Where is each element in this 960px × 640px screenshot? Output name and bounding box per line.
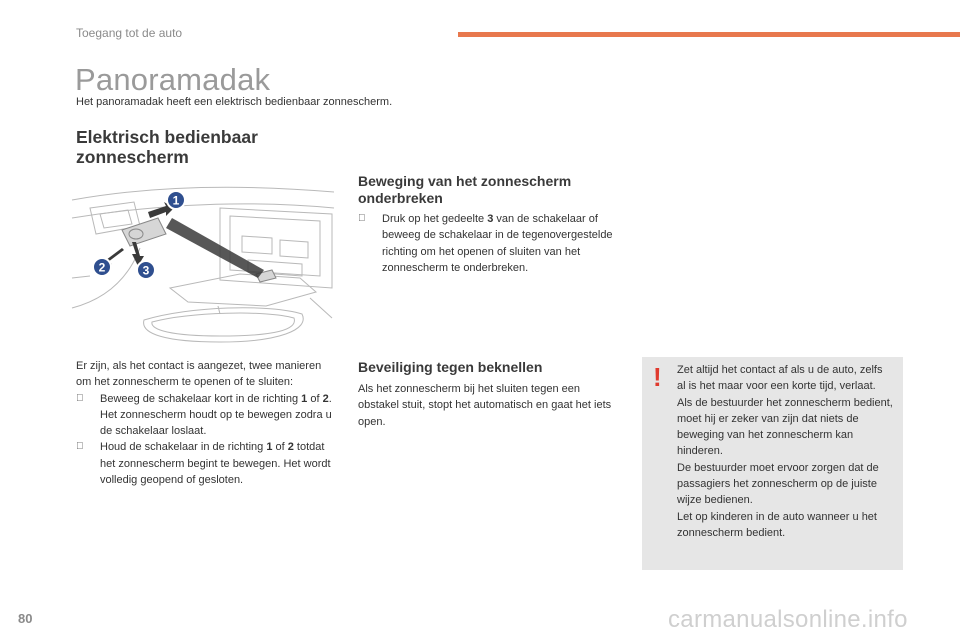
checkbox-bullet-icon [76, 391, 84, 407]
page-number: 80 [18, 611, 33, 626]
svg-text:2: 2 [98, 260, 106, 275]
list-item: Houd de schakelaar in de richting 1 of 2 totdat het zonnescherm begint te bewegen. Het wordt volledig geopend of gesloten. [76, 439, 338, 488]
watermark: carmanualsonline.info [668, 606, 908, 633]
section-title-electric-blind: Elektrisch bedienbaar zonnescherm [76, 127, 258, 167]
warning-line: Zet altijd het contact af als u de auto, zelfs al is het maar voor een korte tijd, verlaat. [677, 364, 883, 393]
warning-icon: ! [653, 362, 662, 392]
callout-1-icon [167, 191, 185, 209]
warning-line: Let op kinderen in de auto wanneer u het zonnescherm bedient. [677, 510, 877, 539]
section-title-interrupt: Beweging van het zonnescherm onderbreken [358, 173, 572, 206]
section-title-anti-pinch: Beveiliging tegen beknellen [358, 359, 543, 375]
page-title: Panoramadak [75, 62, 271, 97]
checkbox-bullet-icon [358, 211, 366, 227]
warning-text [677, 362, 893, 541]
anti-pinch-body [358, 381, 612, 430]
main-paragraph: Er zijn, als het contact is aangezet, twee manieren om het zonnescherm te openen of te sluiten: [76, 360, 322, 389]
section-label: Toegang tot de auto [76, 26, 183, 40]
main-body [76, 358, 338, 488]
list-item: Druk op het gedeelte 3 van de schakelaar of beweeg de schakelaar in de tegenovergestelde richting om het openen of sluiten van het zonnescherm te onderbreken. [358, 211, 614, 276]
svg-text:3: 3 [142, 263, 150, 278]
header-accent-rule [458, 32, 960, 37]
callout-2-icon [93, 258, 111, 276]
warning-line: Als de bestuurder het zonnescherm bedient, moet hij er zeker van zijn dat niets de beweging van het zonnescherm kan hinderen. [677, 396, 893, 458]
callout-3-icon [137, 261, 155, 279]
checkbox-bullet-icon [76, 439, 84, 455]
intro-text: Het panoramadak heeft een elektrisch bedienbaar zonnescherm. [76, 96, 393, 108]
roof-switch-illustration [70, 178, 338, 346]
warning-line: De bestuurder moet ervoor zorgen dat de passagiers het zonnescherm op de juiste wijze bedienen. [677, 461, 879, 507]
list-item: Beweeg de schakelaar kort in de richting 1 of 2. Het zonnescherm houdt op te bewegen zodra u de schakelaar loslaat. [76, 391, 338, 440]
svg-text:1: 1 [172, 193, 180, 208]
interrupt-body [358, 211, 614, 276]
anti-pinch-paragraph: Als het zonnescherm bij het sluiten tegen een obstakel stuit, stopt het automatisch en gaat het iets open. [358, 383, 612, 428]
